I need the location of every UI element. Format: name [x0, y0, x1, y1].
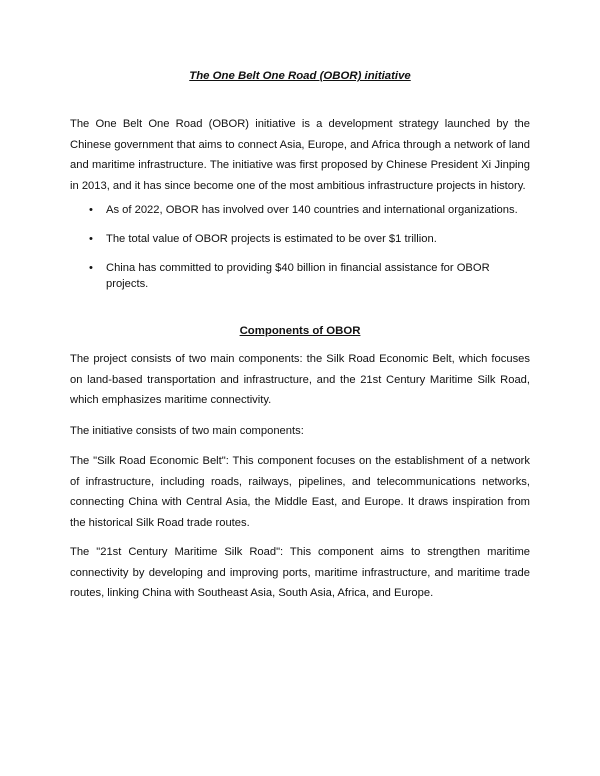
intro-paragraph: The One Belt One Road (OBOR) initiative is a development strategy launched by the Chinese government that aims to connect Asia, Europe, and Africa through a network of land and maritime infrastructure. The initiative was first proposed by Chinese President Xi Jinping in 2013, and it has since become one of the most ambitious infrastructure projects in history. [70, 118, 530, 192]
list-item [70, 202, 530, 218]
bullet-icon: • [89, 204, 93, 216]
list-item-text: China has committed to providing $40 billion in financial assistance for OBOR projects. [106, 262, 490, 290]
components-paragraph: The project consists of two main components: the Silk Road Economic Belt, which focuses on land-based transportation and infrastructure, and the 21st Century Maritime Silk Road, which emphasizes maritime connectivity. [70, 353, 530, 406]
list-item [70, 231, 530, 247]
components-paragraph: The "Silk Road Economic Belt": This component focuses on the establishment of a network of infrastructure, including roads, railways, pipelines, and telecommunications networks, connecting China with Central Asia, the Middle East, and Europe. It draws inspiration from the historical Silk Road trade routes. [70, 455, 530, 529]
components-paragraph: The "21st Century Maritime Silk Road": This component aims to strengthen maritime connectivity by developing and improving ports, maritime infrastructure, and maritime trade routes, linking China with Southeast Asia, South Asia, Africa, and Europe. [70, 546, 530, 599]
bullet-icon: • [89, 262, 93, 274]
document-title: The One Belt One Road (OBOR) initiative [189, 70, 411, 82]
list-item-text: The total value of OBOR projects is estimated to be over $1 trillion. [106, 233, 437, 245]
bullet-icon: • [89, 233, 93, 245]
components-paragraph: The initiative consists of two main components: [70, 424, 304, 437]
components-heading: Components of OBOR [239, 325, 361, 337]
fact-list [70, 202, 530, 292]
list-item-text: As of 2022, OBOR has involved over 140 countries and international organizations. [106, 204, 518, 216]
list-item [70, 260, 530, 292]
